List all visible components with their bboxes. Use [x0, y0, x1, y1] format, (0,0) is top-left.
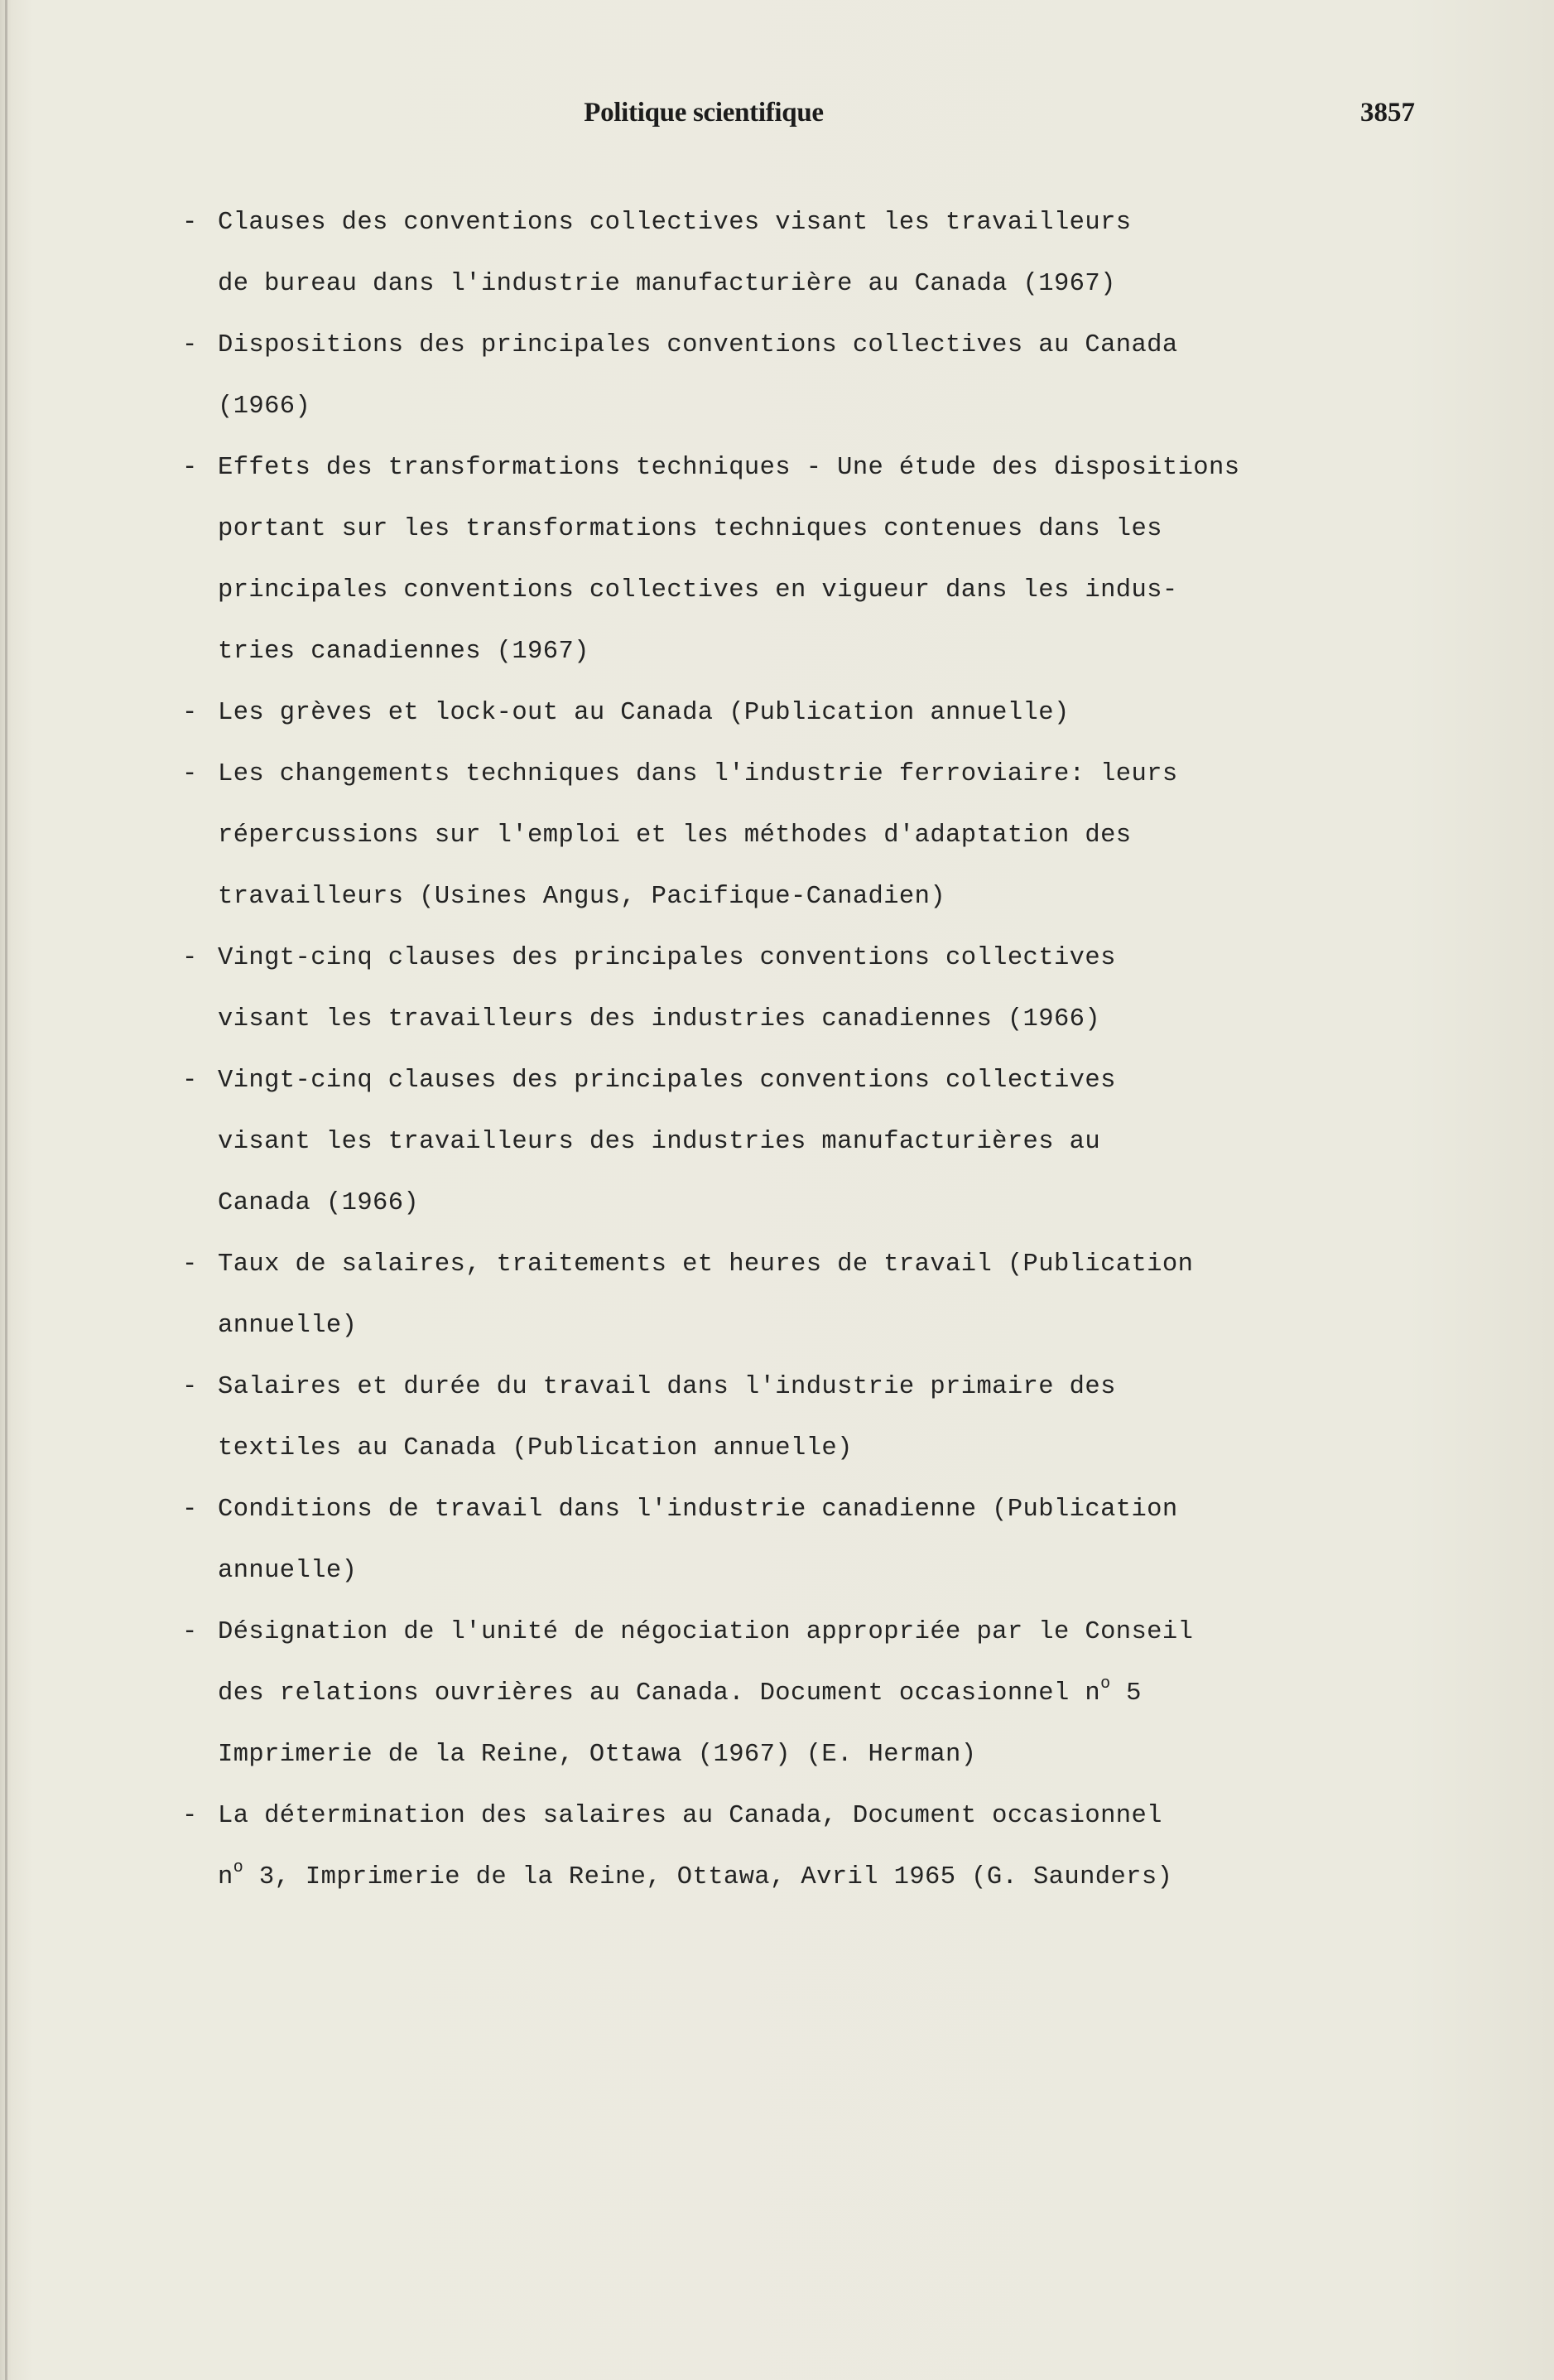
entry-line: répercussions sur l'emploi et les méthodes d'adaptation des: [218, 821, 1132, 850]
list-item: [182, 437, 1325, 682]
list-dash: -: [182, 1373, 198, 1401]
entry-line: annuelle): [218, 1312, 358, 1340]
list-dash: -: [182, 331, 198, 359]
entry-text: n: [218, 1863, 233, 1891]
entry-line: Conditions de travail dans l'industrie canadienne (Publication: [218, 1496, 1178, 1524]
list-dash: -: [182, 1496, 198, 1524]
entry-line: Dispositions des principales conventions collectives au Canada: [218, 331, 1178, 359]
entry-line: tries canadiennes (1967): [218, 638, 589, 666]
entry-text: des relations ouvrières au Canada. Document occasionnel n: [218, 1679, 1101, 1708]
entry-line: annuelle): [218, 1557, 358, 1585]
list-dash: -: [182, 1250, 198, 1279]
list-dash: -: [182, 760, 198, 788]
list-item: [182, 1234, 1325, 1356]
list-dash: -: [182, 699, 198, 727]
list-item: [182, 315, 1325, 437]
entry-line: travailleurs (Usines Angus, Pacifique-Canadien): [218, 883, 946, 911]
entry-line: Désignation de l'unité de négociation appropriée par le Conseil: [218, 1618, 1194, 1646]
superscript-o: o: [1100, 1674, 1111, 1693]
list-item: [182, 1050, 1325, 1234]
list-item: [182, 192, 1325, 315]
entry-line: Canada (1966): [218, 1189, 420, 1217]
entry-line: Taux de salaires, traitements et heures de travail (Publication: [218, 1250, 1194, 1279]
list-item: [182, 1785, 1325, 1908]
list-item: [182, 1479, 1325, 1602]
entry-line: La détermination des salaires au Canada, Document occasionnel: [218, 1802, 1162, 1830]
entry-line: Vingt-cinq clauses des principales conventions collectives: [218, 944, 1116, 972]
entry-line: Effets des transformations techniques - Une étude des dispositions: [218, 454, 1240, 482]
entry-line: visant les travailleurs des industries canadiennes (1966): [218, 1005, 1101, 1033]
list-item: [182, 1356, 1325, 1479]
running-header-title: Politique scientifique: [584, 98, 824, 128]
list-item: [182, 744, 1325, 927]
list-dash: -: [182, 209, 198, 237]
entry-line: Salaires et durée du travail dans l'industrie primaire des: [218, 1373, 1116, 1401]
list-item: [182, 927, 1325, 1050]
list-dash: -: [182, 944, 198, 972]
entry-line-with-superscript: [218, 1847, 1325, 1908]
entry-line: Les grèves et lock-out au Canada (Publication annuelle): [218, 699, 1070, 727]
entry-line-with-superscript: [218, 1663, 1325, 1724]
entry-line: Vingt-cinq clauses des principales conventions collectives: [218, 1067, 1116, 1095]
page-number: 3857: [1360, 98, 1415, 128]
entry-line: visant les travailleurs des industries manufacturières au: [218, 1128, 1101, 1156]
list-dash: -: [182, 1618, 198, 1646]
list-dash: -: [182, 1802, 198, 1830]
entry-line: (1966): [218, 393, 311, 421]
entry-line: portant sur les transformations techniques contenues dans les: [218, 515, 1162, 543]
list-item: [182, 1602, 1325, 1785]
superscript-o: o: [233, 1858, 244, 1877]
entry-line: Clauses des conventions collectives visant les travailleurs: [218, 209, 1132, 237]
list-dash: -: [182, 1067, 198, 1095]
entry-line: Imprimerie de la Reine, Ottawa (1967) (E. Herman): [218, 1741, 977, 1769]
list-dash: -: [182, 454, 198, 482]
binding-gutter: [5, 0, 7, 2380]
entry-line: Les changements techniques dans l'industrie ferroviaire: leurs: [218, 760, 1178, 788]
entry-line: de bureau dans l'industrie manufacturière au Canada (1967): [218, 270, 1116, 298]
entry-text: [243, 1863, 259, 1891]
list-item: [182, 682, 1325, 744]
entry-line: textiles au Canada (Publication annuelle): [218, 1434, 853, 1462]
entry-text: 5: [1110, 1679, 1142, 1708]
entry-line: principales conventions collectives en vigueur dans les indus-: [218, 576, 1178, 605]
entry-text: 3, Imprimerie de la Reine, Ottawa, Avril 1965 (G. Saunders): [258, 1863, 1173, 1891]
publication-list: [182, 192, 1325, 1908]
